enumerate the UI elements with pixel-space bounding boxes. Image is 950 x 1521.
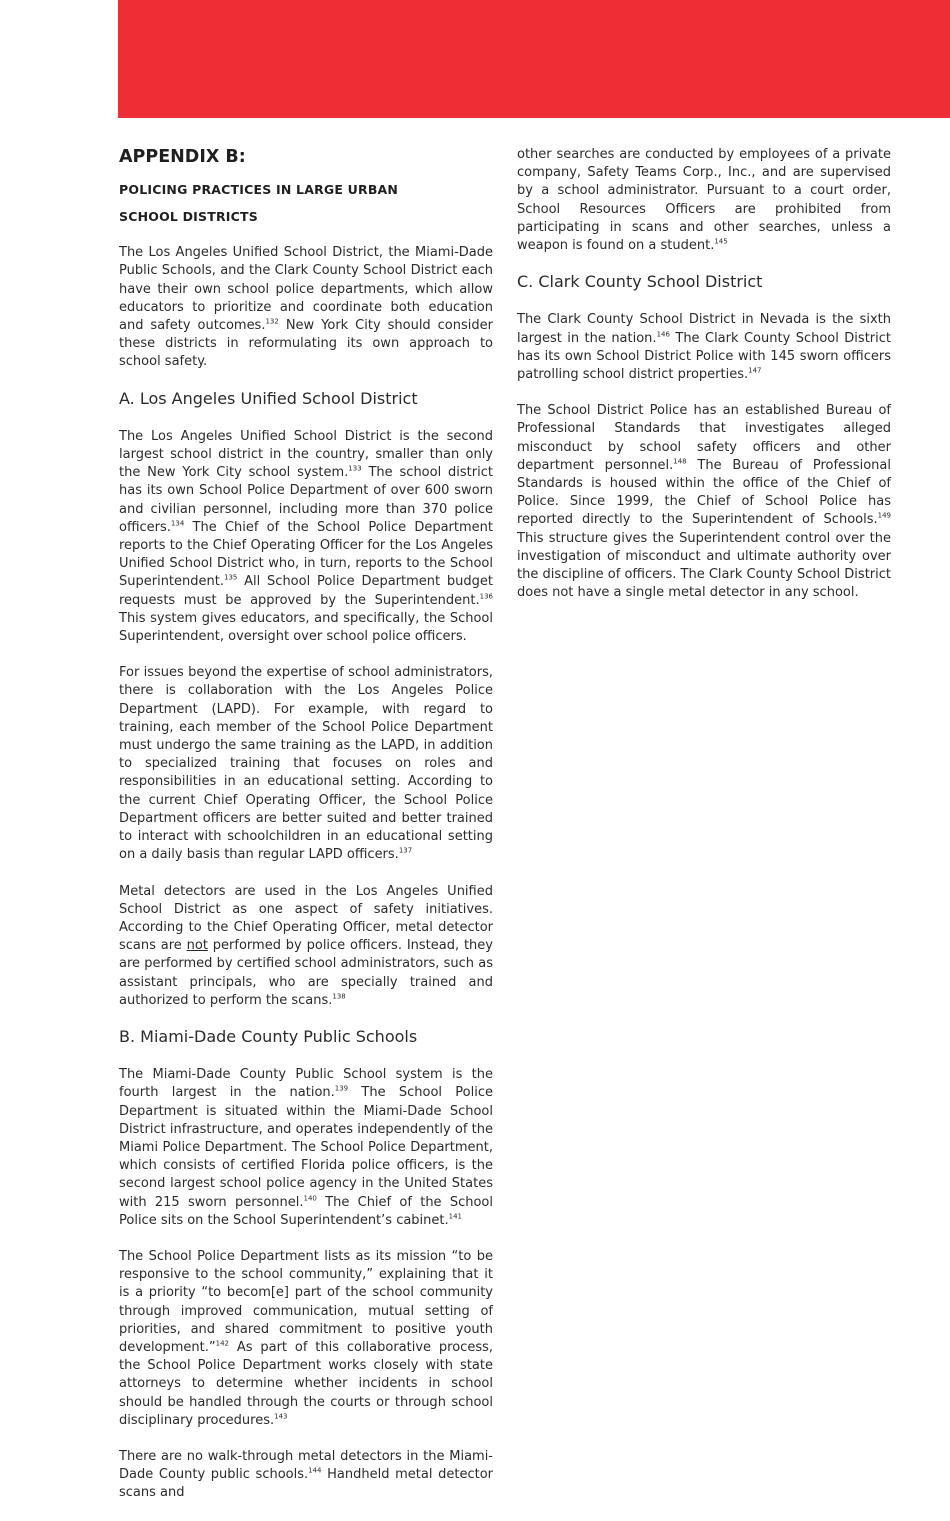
section-b-paragraph-1: The Miami-Dade County Public School system is the fourth largest in the nation.$^{139}$ The School Police Department is situated within the Miami-Dade School District infrastructure, and operates independently of the Miami Police Department. The School Police Department, which consists of certified Florida police officers, is the second largest school police agency in the United States with 215 sworn personnel.$^{140}$ The Chief of the School Police sits on the School Superintendent’s cabinet.$^{141}$ xyxy=(119,1067,493,1228)
footnote-ref[interactable]: 132 xyxy=(265,317,279,326)
footnote-ref[interactable]: 141 xyxy=(448,1212,463,1221)
footnote-ref[interactable]: 148 xyxy=(673,457,687,466)
footnote-ref[interactable]: 144 xyxy=(308,1466,322,1475)
section-a-heading: A. Los Angeles Unified School District xyxy=(119,388,418,408)
footnote-ref[interactable]: 149 xyxy=(877,512,891,521)
underlined-word: not xyxy=(186,938,208,954)
footnote-ref[interactable]: 140 xyxy=(303,1194,317,1203)
section-b-heading: B. Miami-Dade County Public Schools xyxy=(119,1026,418,1046)
right-column xyxy=(517,146,891,620)
header-banner xyxy=(118,0,950,118)
footnote-ref[interactable]: 145 xyxy=(714,237,728,246)
footnote-ref[interactable]: 138 xyxy=(332,992,346,1001)
footnote-ref[interactable]: 134 xyxy=(170,519,185,528)
section-c-paragraph-2: The School District Police has an established Bureau of Professional Standards that investigates alleged misconduct by school safety officers and other department personnel.$^{148}$ The Bureau of Professional Standards is housed within the office of the Chief of Police. Since 1999, the Chief of School Police has reported directly to the Superintendent of Schools.$^{149}$ This structure gives the Superintendent control over the investigation of misconduct and ultimate authority over the discipline of officers. The Clark County School District does not have a single metal detector in any school. xyxy=(517,403,891,601)
footnote-ref[interactable]: 143 xyxy=(274,1412,288,1421)
footnote-ref[interactable]: 133 xyxy=(348,464,362,473)
footnote-ref[interactable]: 147 xyxy=(748,366,762,375)
section-b-paragraph-3: There are no walk-through metal detectors in the Miami-Dade County public schools.$^{144}$ Handheld metal detector scans and xyxy=(119,1448,493,1501)
footnote-ref[interactable]: 137 xyxy=(398,846,413,855)
footnote-ref[interactable]: 142 xyxy=(215,1339,229,1348)
footnote-ref[interactable]: 136 xyxy=(479,592,493,601)
intro-paragraph: The Los Angeles Unified School District, the Miami-Dade Public Schools, and the Clark County School District each have their own school police departments, which allow educators to prioritize and coordinate both education and safety outcomes.$^{132}$ New York City should consider these districts in reformulating its own approach to school safety. xyxy=(119,245,493,370)
section-c-heading: C. Clark County School District xyxy=(517,272,763,292)
footnote-ref[interactable]: 139 xyxy=(334,1085,349,1093)
section-a-paragraph-1: The Los Angeles Unified School District is the second largest school district in the country, smaller than only the New York City school system.$^{133}$ The school district has its own School Police Department of over 600 sworn and civilian personnel, including more than 370 police officers.$^{134}$ The Chief of the School Police Department reports to the Chief Operating Officer for the Los Angeles Unified School District who, in turn, reports to the School Superintendent.$^{135}$ All School Police Department budget requests must be approved by the Superintendent.$^{136}$ This system gives educators, and specifically, the School Superintendent, oversight over school police officers. xyxy=(119,428,493,645)
left-column xyxy=(119,146,493,1521)
footnote-ref[interactable]: 146 xyxy=(656,330,670,339)
section-c-paragraph-1: The Clark County School District in Nevada is the sixth largest in the nation.$^{146}$ The Clark County School District has its own School District Police with 145 sworn officers patrolling school district properties.$^{147}$ xyxy=(517,312,891,383)
section-b-continuation: other searches are conducted by employees of a private company, Safety Teams Corp., Inc., and are supervised by a school administrator. Pursuant to a court order, School Resources Officers are prohibited from participating in scans and other searches, unless a weapon is found on a student.$^{145}$ xyxy=(517,147,891,254)
section-a-paragraph-2: For issues beyond the expertise of school administrators, there is collaboration with the Los Angeles Police Department (LAPD). For example, with regard to training, each member of the School Police Department must undergo the same training as the LAPD, in addition to specialized training that focuses on roles and responsibilities in an educational setting. According to the current Chief Operating Officer, the School Police Department officers are better suited and better trained to interact with schoolchildren in an educational setting on a daily basis than regular LAPD officers.$^{137}$ xyxy=(119,665,493,863)
section-b-paragraph-2: The School Police Department lists as its mission “to be responsive to the school community,” explaining that it is a priority “to becom[e] part of the school community through improved communication, mutual setting of priorities, and shared commitment to positive youth development.”$^{142}$ As part of this collaborative process, the School Police Department works closely with state attorneys to determine whether incidents in school should be handled through the courts or through school disciplinary procedures.$^{143}$ xyxy=(119,1248,493,1428)
subtitle-line-1: POLICING PRACTICES IN LARGE URBAN xyxy=(119,182,399,198)
subtitle-line-2: SCHOOL DISTRICTS xyxy=(119,209,258,225)
section-a-paragraph-3: Metal detectors are used in the Los Angeles Unified School District as one aspect of safety initiatives. According to the Chief Operating Officer, metal detector scans are not performed by police officers. Instead, they are performed by certified school administrators, such as assistant principals, who are specially trained and authorized to perform the scans.$^{138}$ xyxy=(119,883,493,1008)
appendix-title: APPENDIX B: xyxy=(119,147,246,167)
footnote-ref[interactable]: 135 xyxy=(224,574,238,583)
appendix-subtitle xyxy=(119,176,493,230)
